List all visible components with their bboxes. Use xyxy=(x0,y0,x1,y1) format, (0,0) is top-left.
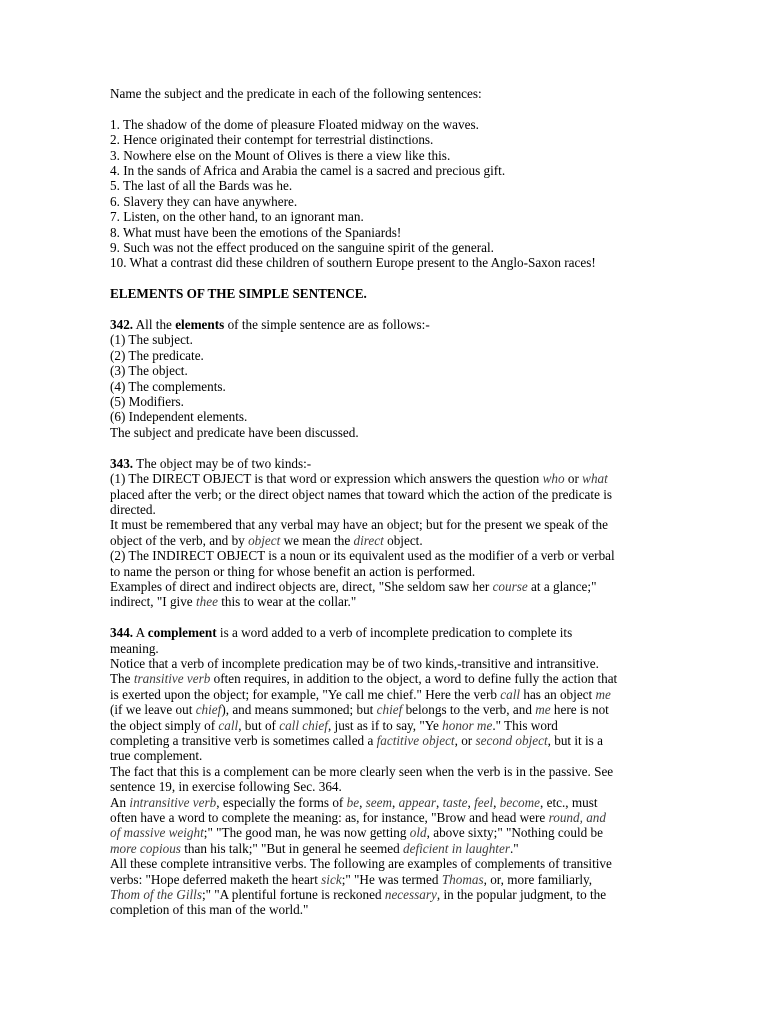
element-item: (3) The object. xyxy=(110,363,188,379)
text-line: is exerted upon the object; for example, "Ye call me chief." Here the verb call has an object me xyxy=(110,686,611,702)
section-number: 342. xyxy=(110,317,134,333)
sentence-item: 5. The last of all the Bards was he. xyxy=(110,178,293,194)
text-line: It must be remembered that any verbal may have an object; but for the present we speak of the xyxy=(110,517,609,533)
document-page xyxy=(110,86,656,918)
sentence-item: 4. In the sands of Africa and Arabia the camel is a sacred and precious gift. xyxy=(110,163,506,179)
section-344 xyxy=(110,625,656,918)
section-342 xyxy=(110,317,656,440)
sentence-item: 3. Nowhere else on the Mount of Olives is there a view like this. xyxy=(110,147,451,163)
section-342-closing: The subject and predicate have been discussed. xyxy=(110,424,359,440)
text-line: Thom of the Gills;" "A plentiful fortune is reckoned necessary, in the popular judgment, to the xyxy=(110,887,607,903)
term-elements: elements xyxy=(175,317,225,333)
text-line: often have a word to complete the meaning: as, for instance, "Brow and head were round, and xyxy=(110,810,606,826)
sentence-item: 1. The shadow of the dome of pleasure Floated midway on the waves. xyxy=(110,116,479,132)
sentence-item: 9. Such was not the effect produced on the sanguine spirit of the general. xyxy=(110,240,494,256)
section-343 xyxy=(110,456,656,610)
section-344-intro: 344. A complement is a word added to a verb of incomplete predication to complete its xyxy=(110,625,573,641)
text-line: object of the verb, and by object we mean the direct object. xyxy=(110,532,423,548)
text-line: An intransitive verb, especially the forms of be, seem, appear, taste, feel, become, etc., must xyxy=(110,794,598,810)
section-number: 343. xyxy=(110,455,134,471)
text-line: sentence 19, in exercise following Sec. 364. xyxy=(110,779,342,795)
text-line: to name the person or thing for whose benefit an action is performed. xyxy=(110,563,476,579)
text-line: verbs: "Hope deferred maketh the heart sick;" "He was termed Thomas, or, more familiarly, xyxy=(110,871,593,887)
text-line: of massive weight;" "The good man, he was now getting old, above sixty;" "Nothing could be xyxy=(110,825,603,841)
text-line: Notice that a verb of incomplete predication may be of two kinds,-transitive and intransitive. xyxy=(110,655,599,671)
text-line: The transitive verb often requires, in addition to the object, a word to define fully the action that xyxy=(110,671,618,687)
text-line: more copious than his talk;" "But in general he seemed deficient in laughter." xyxy=(110,840,519,856)
text-line: meaning. xyxy=(110,640,159,656)
section-343-intro: 343. The object may be of two kinds:- xyxy=(110,455,312,471)
text-line: The fact that this is a complement can be more clearly seen when the verb is in the passive. See xyxy=(110,763,614,779)
spacer xyxy=(110,302,656,317)
spacer xyxy=(110,610,656,625)
spacer xyxy=(110,101,656,116)
element-item: (1) The subject. xyxy=(110,332,193,348)
sentence-item: 6. Slavery they can have anywhere. xyxy=(110,193,298,209)
sentence-list xyxy=(110,117,656,271)
text-line: placed after the verb; or the direct object names that toward which the action of the predicate is xyxy=(110,486,613,502)
section-342-intro: 342. All the elements of the simple sentence are as follows:- xyxy=(110,317,430,333)
section-heading: ELEMENTS OF THE SIMPLE SENTENCE. xyxy=(110,286,367,302)
element-item: (2) The predicate. xyxy=(110,347,204,363)
text-line: the object simply of call, but of call chief, just as if to say, "Ye honor me." This word xyxy=(110,717,558,733)
text-line: Examples of direct and indirect objects are, direct, "She seldom saw her course at a glance;" xyxy=(110,578,597,594)
text-line: indirect, "I give thee this to wear at the collar." xyxy=(110,594,357,610)
sentence-item: 7. Listen, on the other hand, to an ignorant man. xyxy=(110,209,364,225)
element-item: (6) Independent elements. xyxy=(110,409,248,425)
sentence-item: 2. Hence originated their contempt for terrestrial distinctions. xyxy=(110,132,434,148)
sentence-item: 8. What must have been the emotions of the Spaniards! xyxy=(110,224,402,240)
text-line: true complement. xyxy=(110,748,203,764)
term-complement: complement xyxy=(147,625,217,641)
text-line: directed. xyxy=(110,501,156,517)
direct-object-definition: (1) The DIRECT OBJECT is that word or expression which answers the question who or what xyxy=(110,471,608,487)
text-line: completion of this man of the world." xyxy=(110,902,309,918)
section-number: 344. xyxy=(110,625,134,641)
text-line: completing a transitive verb is sometimes called a factitive object, or second object, but it is a xyxy=(110,732,603,748)
exercise-intro: Name the subject and the predicate in each of the following sentences: xyxy=(110,86,482,101)
sentence-item: 10. What a contrast did these children of southern Europe present to the Anglo-Saxon races! xyxy=(110,255,596,271)
spacer xyxy=(110,271,656,286)
indirect-object-definition: (2) The INDIRECT OBJECT is a noun or its equivalent used as the modifier of a verb or verbal xyxy=(110,548,615,564)
text-line: All these complete intransitive verbs. The following are examples of complements of transitive xyxy=(110,856,612,872)
element-item: (5) Modifiers. xyxy=(110,394,184,410)
text-line: (if we leave out chief), and means summoned; but chief belongs to the verb, and me here is not xyxy=(110,702,609,718)
element-item: (4) The complements. xyxy=(110,378,226,394)
spacer xyxy=(110,440,656,455)
